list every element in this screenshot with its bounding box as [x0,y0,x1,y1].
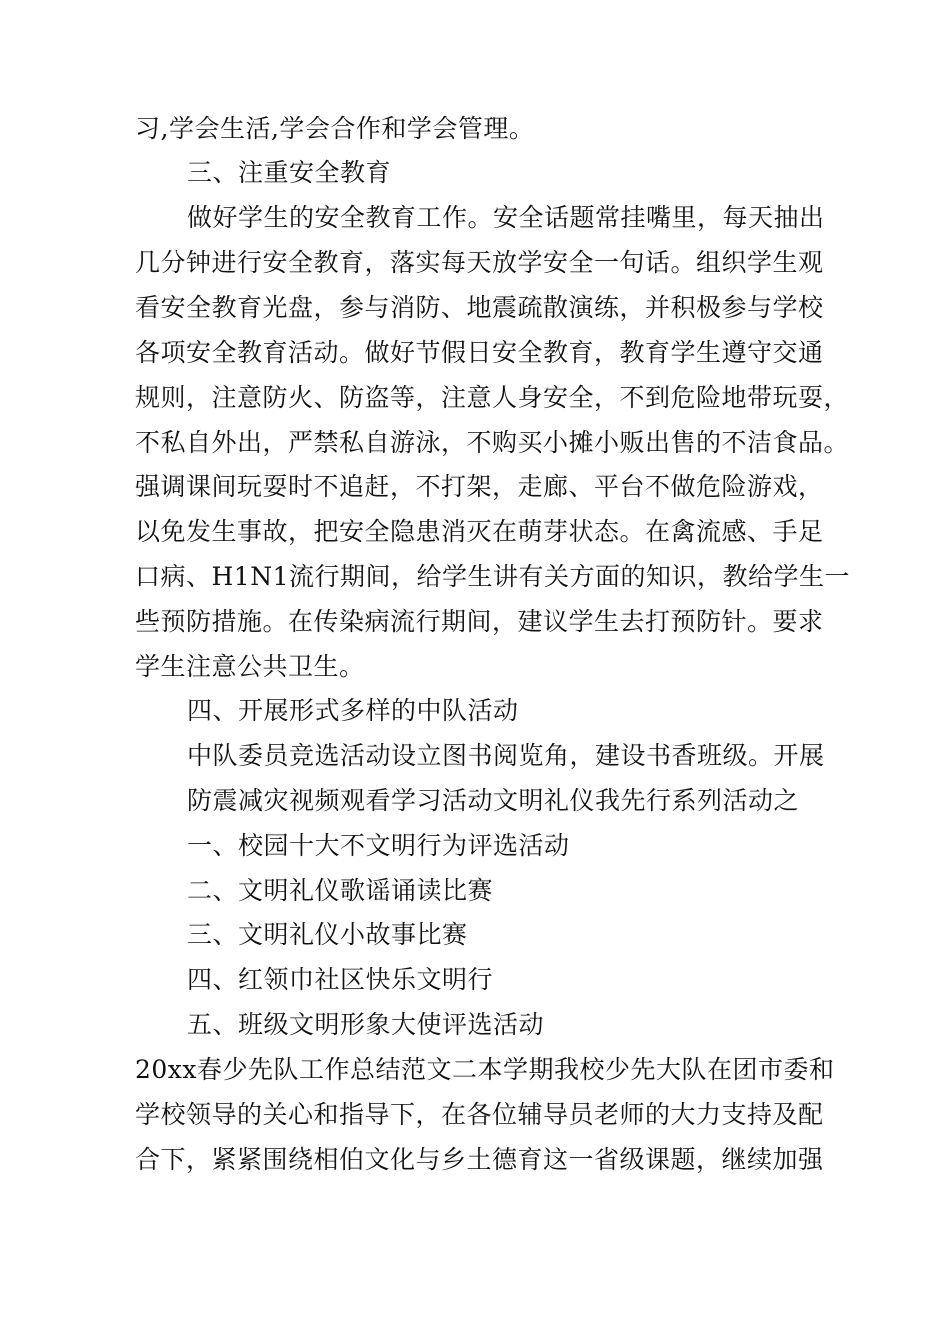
text-line: 几分钟进行安全教育，落实每天放学安全一句话。组织学生观 [135,248,824,277]
text-line: 合下，紧紧围绕相伯文化与乡土德育这一省级课题，继续加强 [135,1145,824,1174]
text-line: 防震减灾视频观看学习活动文明礼仪我先行系列活动之 [187,786,800,815]
text-line: 看安全教育光盘，参与消防、地震疏散演练，并积极参与学校 [135,293,824,322]
section-heading: 四、开展形式多样的中队活动 [187,696,519,725]
text-line: 学校领导的关心和指导下，在各位辅导员老师的大力支持及配 [135,1100,824,1129]
list-item: 一、校园十大不文明行为评选活动 [187,831,570,860]
text-line: 规则，注意防火、防盗等，注意人身安全，不到危险地带玩耍， [135,383,850,412]
text-line: 以免发生事故，把安全隐患消灭在萌芽状态。在禽流感、手足 [135,517,824,546]
list-item: 四、红领巾社区快乐文明行 [187,965,494,994]
text-line: 些预防措施。在传染病流行期间，建议学生去打预防针。要求 [135,607,824,636]
list-item: 三、文明礼仪小故事比赛 [187,920,468,949]
list-item: 五、班级文明形象大使评选活动 [187,1010,545,1039]
text-line: 各项安全教育活动。做好节假日安全教育，教育学生遵守交通 [135,338,824,367]
text-line: 强调课间玩耍时不追赶，不打架，走廊、平台不做危险游戏， [135,472,824,501]
text-line: 不私自外出，严禁私自游泳，不购买小摊小贩出售的不洁食品。 [135,428,850,457]
text-line: 做好学生的安全教育工作。安全话题常挂嘴里，每天抽出 [187,203,825,232]
text-line: 20xx春少先队工作总结范文二本学期我校少先大队在团市委和 [135,1055,835,1084]
text-line: 学生注意公共卫生。 [135,652,365,681]
text-line: 中队委员竞选活动设立图书阅览角，建设书香班级。开展 [187,741,825,770]
section-heading: 三、注重安全教育 [187,158,392,187]
list-item: 二、文明礼仪歌谣诵读比赛 [187,876,494,905]
text-line: 习,学会生活,学会合作和学会管理。 [135,114,535,143]
text-line: 口病、H1N1流行期间，给学生讲有关方面的知识，教给学生一 [135,562,850,591]
